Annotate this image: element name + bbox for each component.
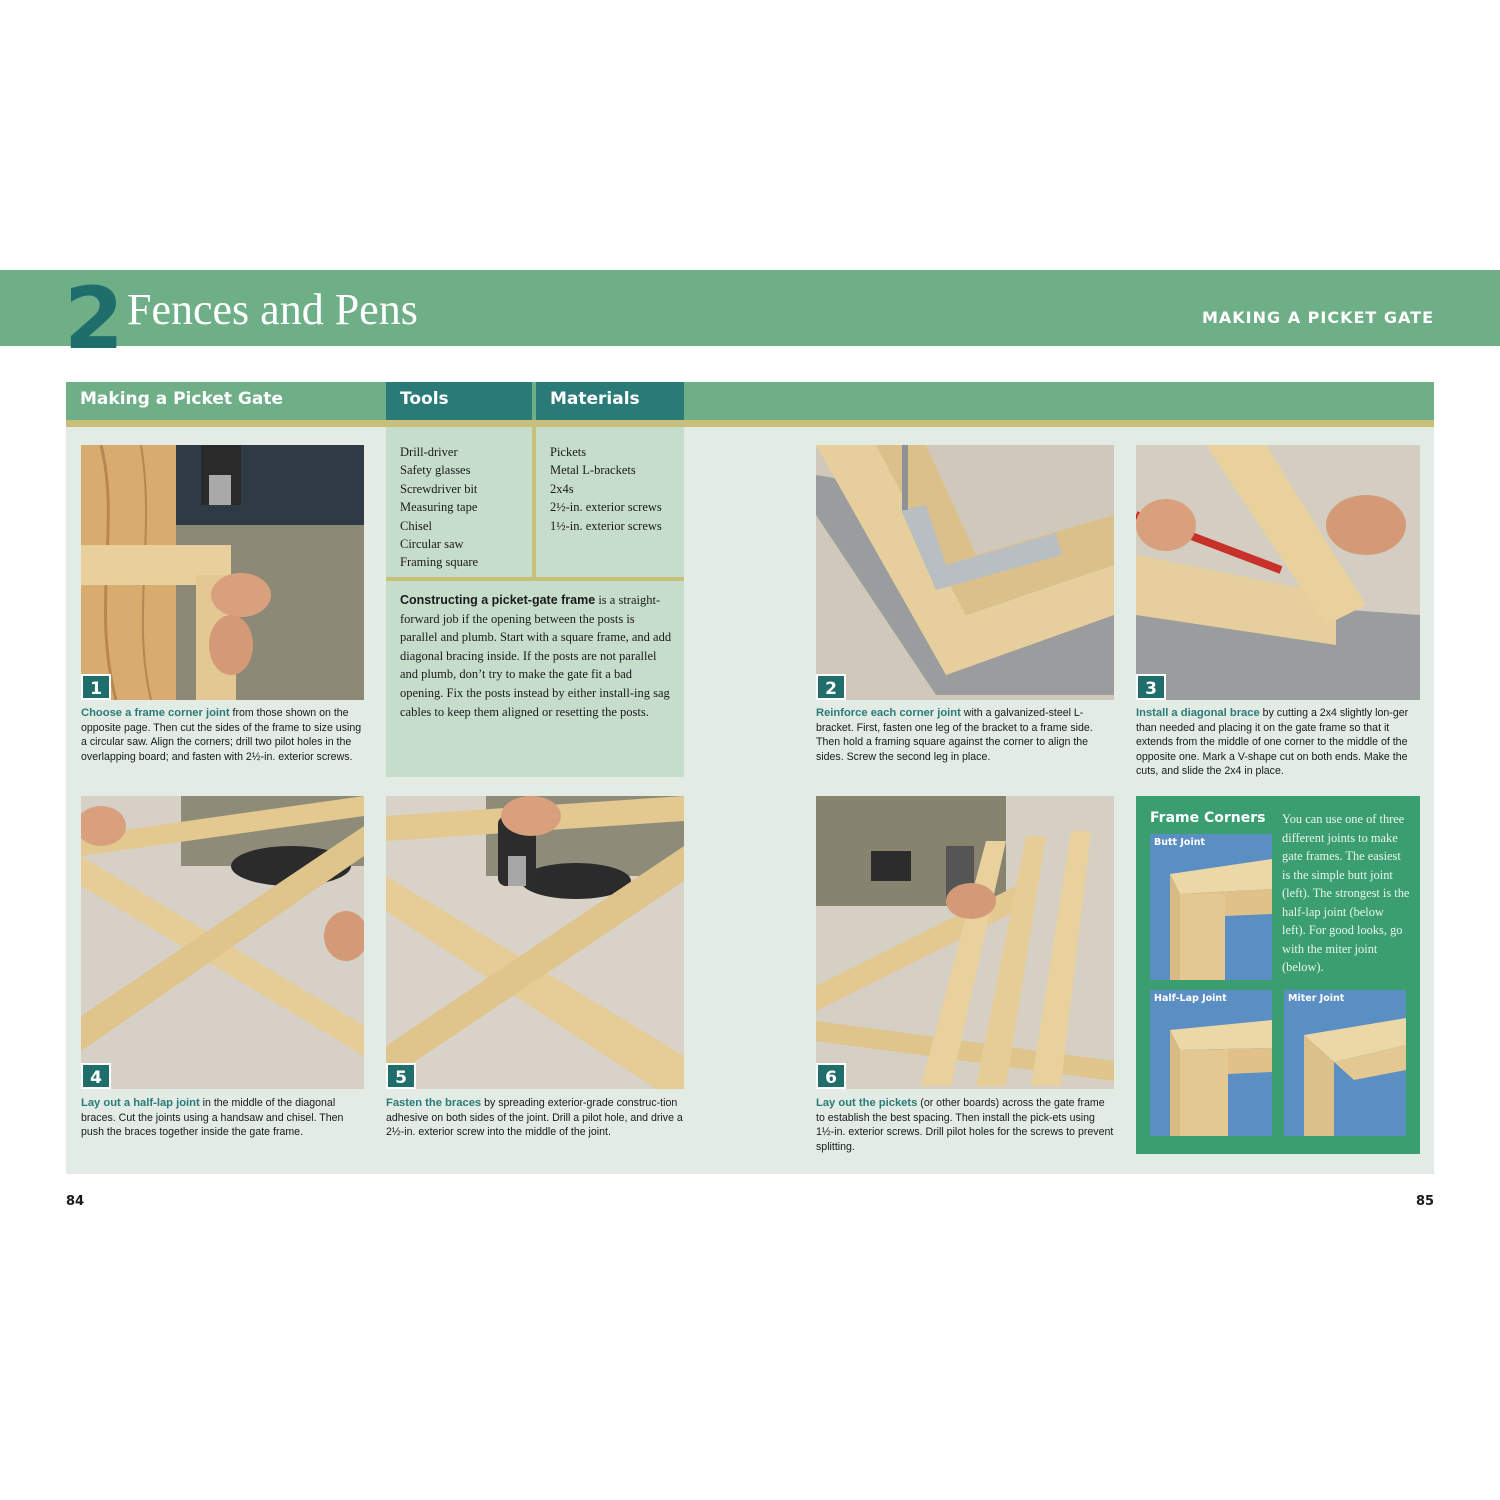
tool-item: Chisel [400,518,432,533]
step-3-badge: 3 [1136,674,1166,700]
step-6-caption [816,1096,1114,1154]
running-head: MAKING A PICKET GATE [1201,308,1434,327]
frame-corners-sidebar [1136,796,1420,1154]
material-item: Pickets [550,445,587,459]
tool-item: Screwdriver bit [400,481,478,496]
step-5-badge: 5 [386,1063,416,1089]
intro-body: is a straight-forward job if the opening between the posts is parallel and plumb. Start with a square frame, and add diagonal bracing inside. If the posts are not parallel and plumb, don’t try to make the gate fit a bad opening. Fix the posts instead by either install-ing sag cables to keep them aligned or resetting the posts. [400,593,672,719]
step-5-caption [386,1096,686,1140]
tool-item: Safety glasses [400,463,471,478]
step-2-body: with a galvanized-steel L-bracket. First, fasten one leg of the bracket to a frame side. Then hold a framing square against the corner to align the sides. Screw the second leg in place. [816,707,1093,763]
butt-joint-label: Butt Joint [1154,837,1206,848]
step-4-lead: Lay out a half-lap joint [81,1097,200,1109]
half-lap-joint-image [1150,990,1272,1136]
step-4-photo [81,796,364,1089]
step-2-badge: 2 [816,674,846,700]
step-1-body: from those shown on the opposite page. Then cut the sides of the frame to size using a circular saw. Align the corners; drill two pilot holes in the overlapping board; and fasten with 2½-in. exterior screws. [81,707,362,763]
step-1-caption [81,706,366,764]
tools-list [400,443,478,572]
chapter-number: 2 [64,269,122,369]
section-title: Making a Picket Gate [80,389,283,409]
materials-list [550,443,662,535]
step-5-lead: Fasten the braces [386,1097,482,1109]
tools-heading [386,382,532,420]
intro-text [400,591,672,721]
materials-heading-label: Materials [550,389,640,409]
material-item: 2½-in. exterior screws [550,500,662,515]
tool-item: Measuring tape [400,500,478,515]
step-1-photo [81,445,364,700]
step-4-caption [81,1096,366,1140]
tools-heading-label: Tools [400,389,449,409]
material-item: 1½-in. exterior screws [550,518,662,533]
tool-item: Drill-driver [400,445,458,459]
sidebar-title: Frame Corners [1150,810,1266,826]
intro-box [386,581,684,777]
step-6-badge: 6 [816,1063,846,1089]
tools-box [386,427,532,577]
page-number-left: 84 [66,1194,85,1209]
step-4-body: in the middle of the diagonal braces. Cut the joints using a handsaw and chisel. Then push the braces together inside the gate frame. [81,1097,344,1139]
material-item: Metal L-brackets [550,463,636,478]
step-4-badge: 4 [81,1063,111,1089]
miter-joint-image [1284,990,1406,1136]
half-lap-joint-label: Half-Lap Joint [1154,993,1227,1004]
step-3-lead: Install a diagonal brace [1136,707,1260,719]
intro-lead: Constructing a picket-gate frame [400,593,596,607]
divider-vertical [532,427,536,579]
step-1-lead: Choose a frame corner joint [81,707,230,719]
step-5-body: by spreading exterior-grade construc-tion adhesive on both sides of the joint. Drill a pilot hole, and drive a 2½-in. exterior screw into the middle of the joint. [386,1097,683,1139]
chapter-title: Fences and Pens [127,285,418,334]
step-6-photo [816,796,1114,1089]
step-2-lead: Reinforce each corner joint [816,707,961,719]
sidebar-text: You can use one of three different joints to make gate frames. The easiest is the simple butt joint (left). The strongest is the half-lap joint (below left). For good looks, go with the miter joint (below). [1282,812,1410,974]
section-rule [66,420,1434,427]
miter-joint-label: Miter Joint [1288,993,1345,1004]
tool-item: Circular saw [400,537,464,552]
step-1-badge: 1 [81,674,111,700]
step-5-photo [386,796,684,1089]
material-item: 2x4s [550,481,574,496]
step-2-photo [816,445,1114,700]
step-2-caption [816,706,1114,764]
tool-item: Framing square [400,555,479,570]
materials-heading [536,382,684,420]
step-6-body: (or other boards) across the gate frame to establish the best spacing. Then install the pick-ets using 1½-in. exterior screws. Drill pilot holes for the screws to prevent splitting. [816,1097,1114,1153]
step-3-body: by cutting a 2x4 slightly lon-ger than needed and placing it on the gate frame so that it extends from the middle of one corner to the middle of the opposite one. Mark a V-shape cut on both ends. Make the cuts, and slide the 2x4 in place. [1136,707,1409,778]
step-3-caption [1136,706,1420,779]
butt-joint-image [1150,834,1272,980]
step-6-lead: Lay out the pickets [816,1097,918,1109]
page-number-right: 85 [1416,1194,1435,1209]
step-3-photo [1136,445,1420,700]
materials-box [536,427,684,577]
